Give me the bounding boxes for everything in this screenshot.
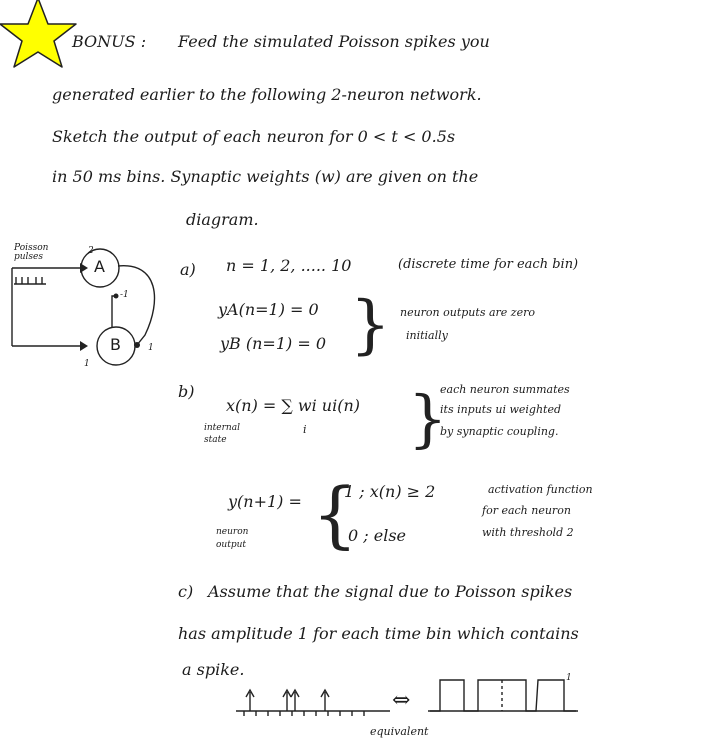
bonus-label: BONUS :	[72, 32, 147, 51]
sum-note-1: each neuron summates	[440, 383, 570, 396]
part-c-line-1: Assume that the signal due to Poisson spikes	[208, 582, 573, 601]
part-c-line-2: has amplitude 1 for each time bin which contains	[178, 624, 579, 643]
init-note-2: initially	[406, 329, 448, 342]
init-note-1: neuron outputs are zero	[400, 306, 535, 319]
weight-b-to-a: -1	[120, 290, 129, 300]
index-definition: n = 1, 2, ..... 10	[226, 256, 352, 275]
index-note: (discrete time for each bin)	[398, 257, 579, 272]
sum-note-3: by synaptic coupling.	[440, 425, 559, 438]
intro-line-1: Feed the simulated Poisson spikes you	[178, 32, 490, 51]
part-c-label: c)	[178, 582, 194, 601]
weight-input-b: 1	[84, 359, 90, 369]
weight-a-to-b: 1	[148, 343, 154, 353]
poisson-pulses-label: Poisson pulses	[14, 243, 49, 262]
sum-index: i	[303, 423, 307, 436]
neuron-b-label: B	[110, 335, 121, 354]
activation-note-2: for each neuron	[482, 504, 571, 517]
part-b-label: b)	[178, 382, 195, 401]
activation-brace: {	[312, 472, 358, 556]
weight-input-a: 2	[88, 246, 94, 256]
state-label-1: internal	[204, 423, 240, 433]
sum-brace: }	[408, 382, 448, 455]
part-a-label: a)	[180, 260, 196, 279]
sum-formula: x(n) = ∑ wi ui(n)	[226, 396, 361, 415]
intro-line-2: generated earlier to the following 2-neuron network.	[52, 85, 482, 104]
output-label-2: output	[216, 540, 247, 550]
neuron-a-label: A	[94, 257, 105, 276]
amplitude-mark: 1	[566, 673, 572, 683]
init-brace: }	[350, 288, 391, 362]
activation-note-3: with threshold 2	[482, 526, 574, 539]
activation-case-1: 1 ; x(n) ≥ 2	[344, 482, 436, 501]
output-label-1: neuron	[216, 527, 249, 537]
activation-lhs: y(n+1) =	[228, 492, 302, 511]
ya-initial: yA(n=1) = 0	[218, 300, 319, 319]
activation-note-1: activation function	[488, 483, 593, 496]
equivalence-symbol: ⇔	[392, 688, 411, 713]
equivalent-label: equivalent	[370, 725, 429, 738]
intro-line-5: diagram.	[186, 210, 259, 229]
yb-initial: yB (n=1) = 0	[220, 334, 327, 353]
intro-line-4: in 50 ms bins. Synaptic weights (w) are given on the	[52, 167, 479, 186]
part-c-line-3: a spike.	[182, 660, 245, 679]
activation-case-2: 0 ; else	[348, 526, 407, 545]
sum-note-2: its inputs ui weighted	[440, 403, 562, 416]
state-label-2: state	[204, 435, 227, 445]
pulse-train	[428, 680, 578, 711]
intro-line-3: Sketch the output of each neuron for 0 < t < 0.5s	[52, 127, 456, 146]
